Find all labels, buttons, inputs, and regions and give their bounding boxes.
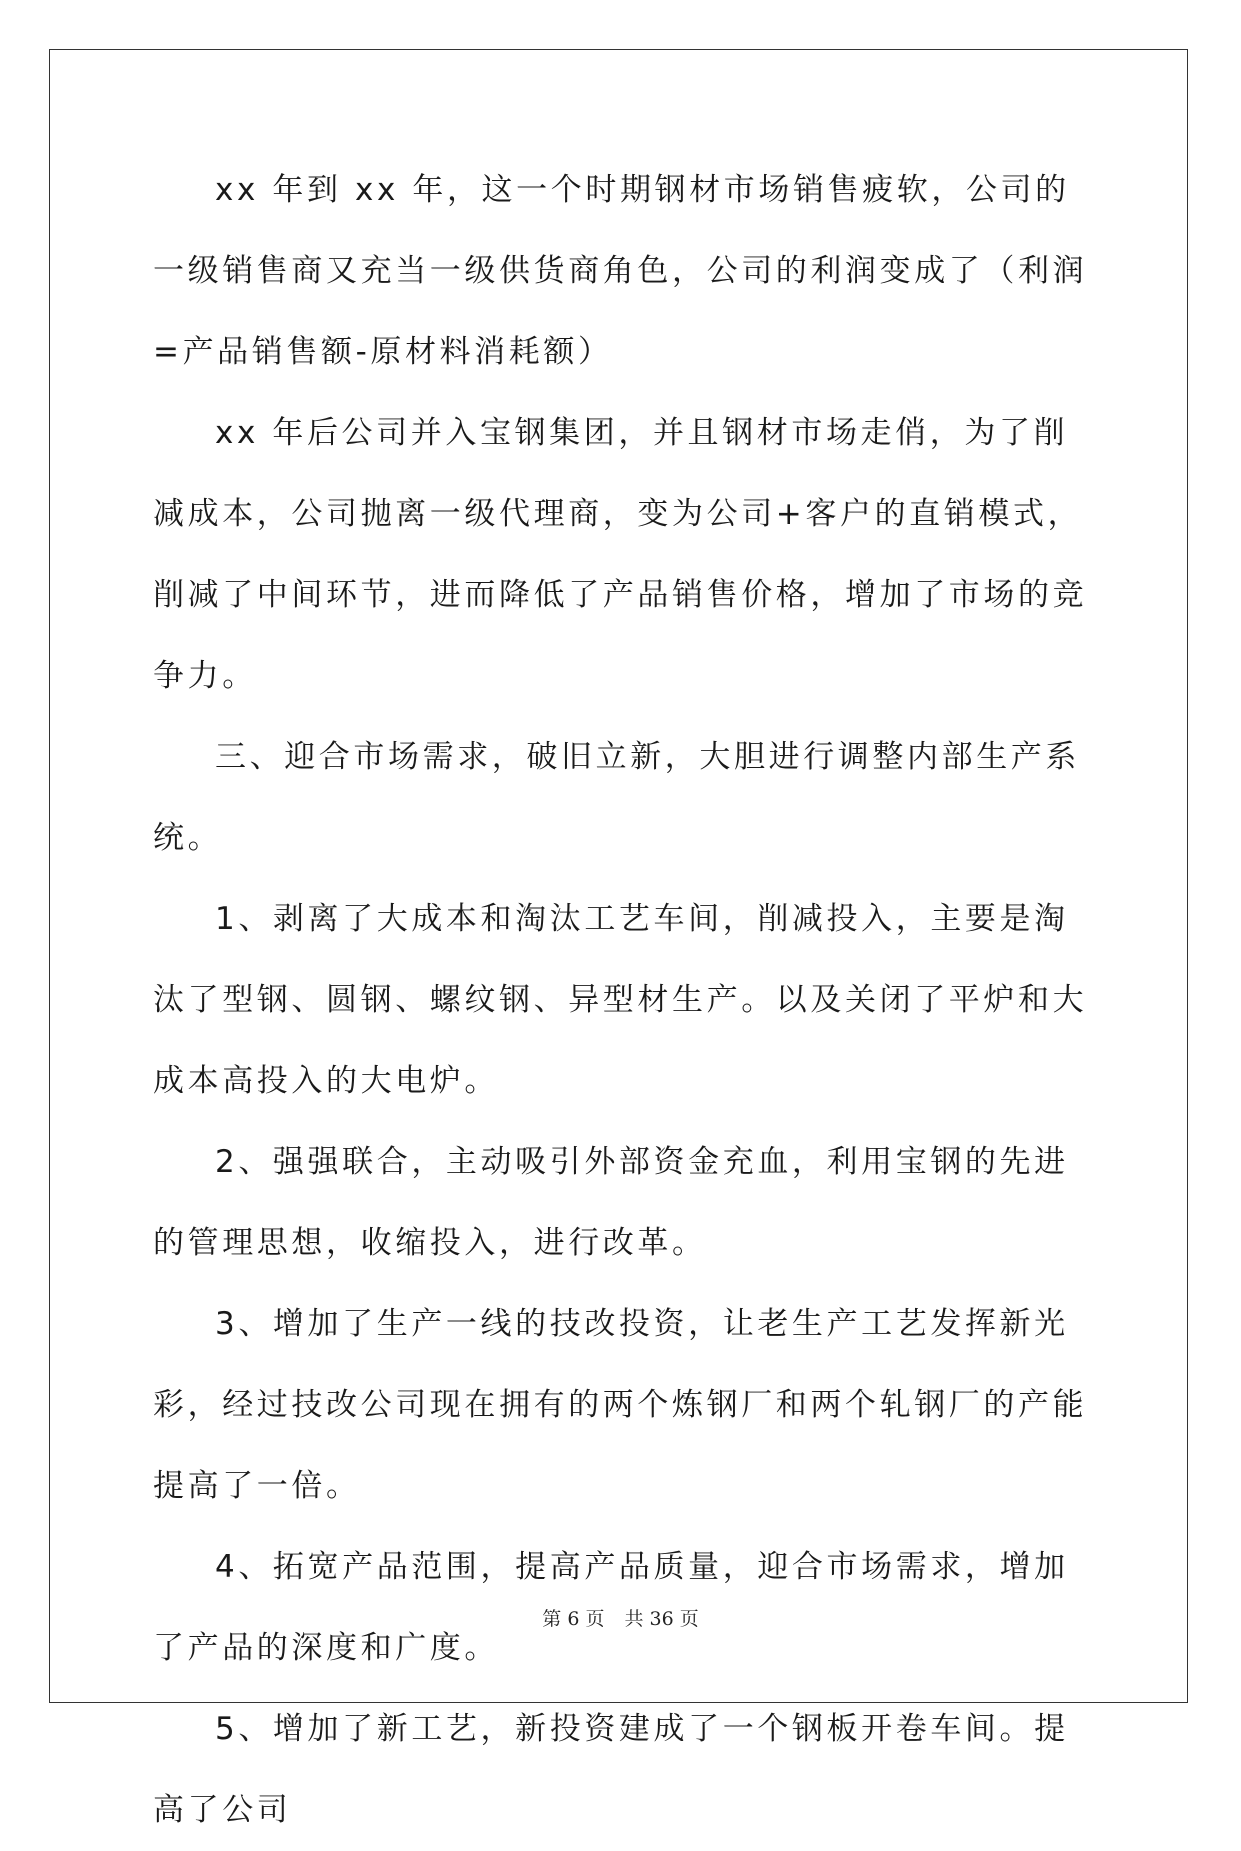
page-footer bbox=[0, 1604, 1241, 1631]
paragraph: 1、剥离了大成本和淘汰工艺车间，削减投入，主要是淘汰了型钢、圆钢、螺纹钢、异型材生产。以及关闭了平炉和大成本高投入的大电炉。 bbox=[153, 901, 1088, 1099]
paragraph: 2、强强联合，主动吸引外部资金充血，利用宝钢的先进的管理思想，收缩投入，进行改革。 bbox=[153, 1144, 1069, 1261]
page-number: 第 6 页 bbox=[542, 1608, 605, 1630]
paragraph: xx 年到 xx 年，这一个时期钢材市场销售疲软，公司的一级销售商又充当一级供货商角色，公司的利润变成了（利润=产品销售额-原材料消耗额） bbox=[153, 172, 1088, 370]
paragraph: 3、增加了生产一线的技改投资，让老生产工艺发挥新光彩，经过技改公司现在拥有的两个炼钢厂和两个轧钢厂的产能提高了一倍。 bbox=[153, 1306, 1088, 1504]
page-total: 共 36 页 bbox=[624, 1608, 699, 1630]
document-body bbox=[153, 150, 1088, 1851]
paragraph: 三、迎合市场需求，破旧立新，大胆进行调整内部生产系统。 bbox=[153, 739, 1080, 856]
paragraph: xx 年后公司并入宝钢集团，并且钢材市场走俏，为了削减成本，公司抛离一级代理商，变为公司+客户的直销模式，削减了中间环节，进而降低了产品销售价格，增加了市场的竞争力。 bbox=[153, 415, 1088, 694]
paragraph: 5、增加了新工艺，新投资建成了一个钢板开卷车间。提高了公司 bbox=[153, 1711, 1069, 1828]
paragraph: 4、拓宽产品范围，提高产品质量，迎合市场需求，增加了产品的深度和广度。 bbox=[153, 1549, 1069, 1666]
